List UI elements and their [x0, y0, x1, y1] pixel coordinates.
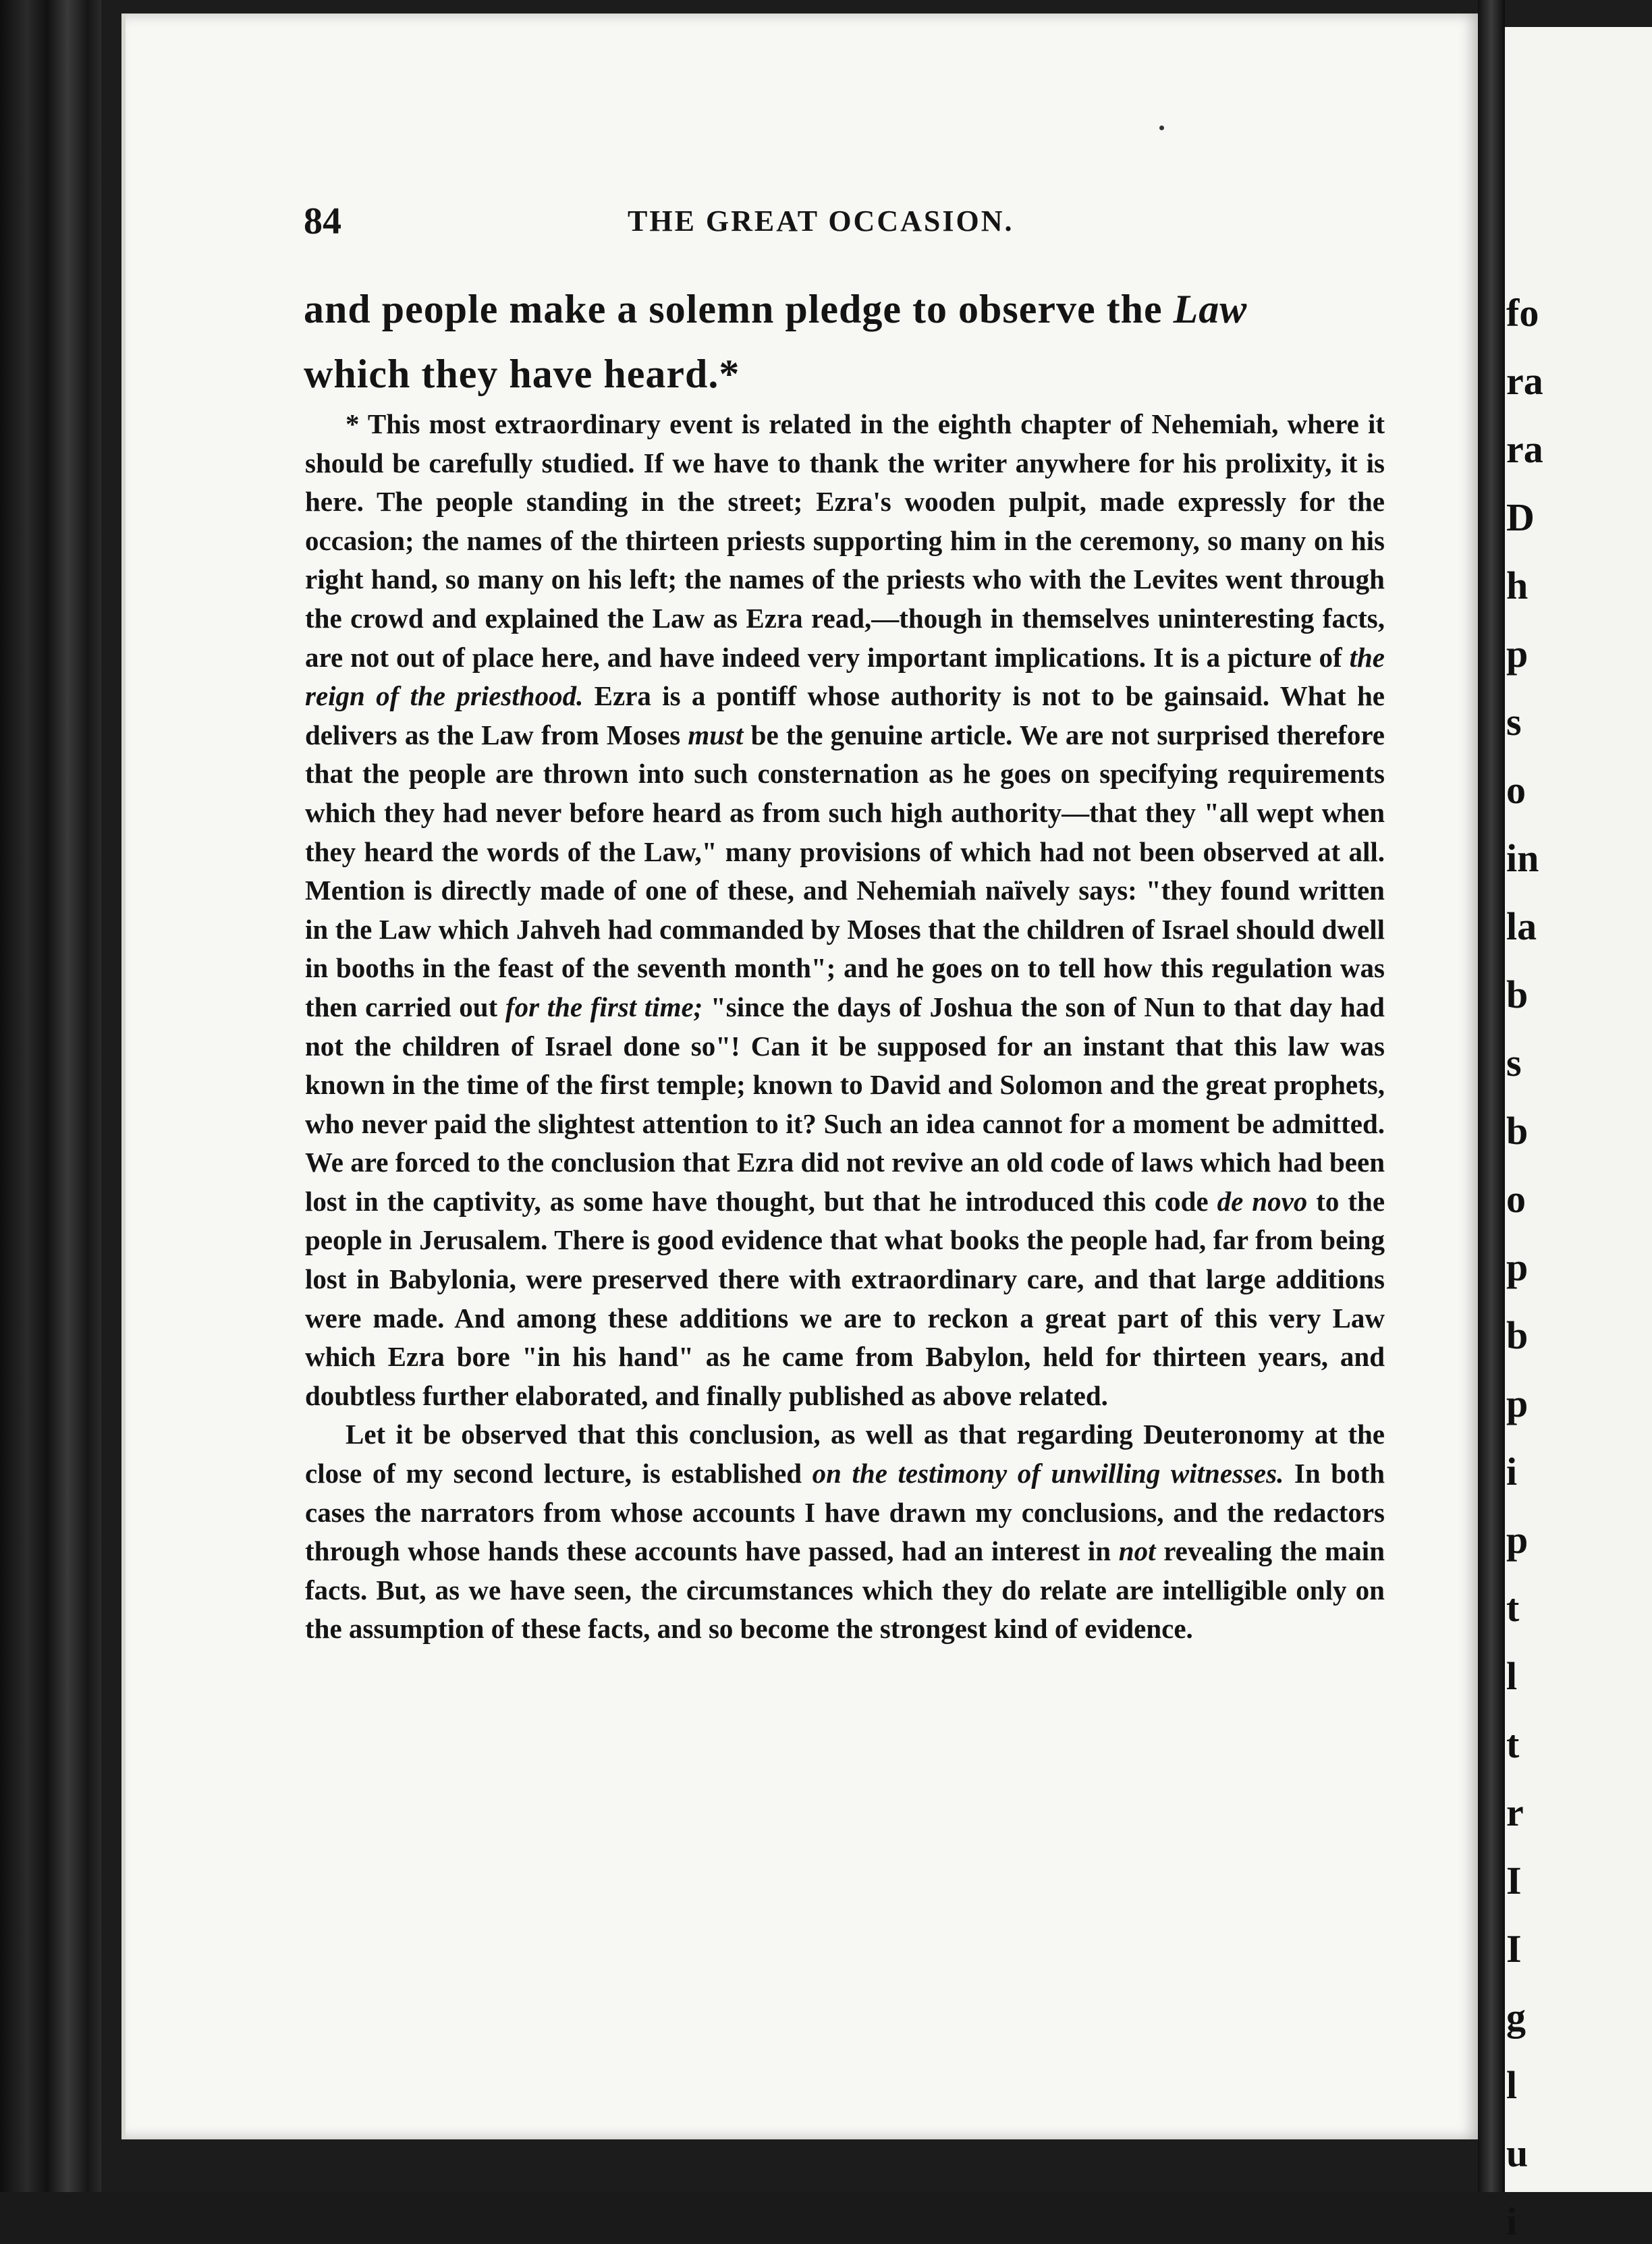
next-page-edge-char: b: [1506, 1313, 1529, 1357]
next-page-edge-char: I: [1506, 1859, 1522, 1903]
running-title: THE GREAT OCCASION.: [628, 204, 1014, 238]
next-page-edge-char: t: [1506, 1586, 1520, 1630]
next-page-edge-char: s: [1506, 700, 1522, 744]
next-page-edge-char: g: [1506, 1995, 1526, 2039]
next-page-edge-char: fo: [1506, 291, 1539, 335]
next-page-edge-char: ra: [1506, 359, 1543, 403]
next-page-edge-char: b: [1506, 973, 1529, 1016]
footnote: [305, 405, 1385, 1649]
footnote-italic: the reign of the priesthood.: [305, 641, 1385, 712]
next-page-edge-char: o: [1506, 768, 1526, 812]
next-page-edge-char: l: [1506, 1654, 1518, 1698]
next-page-edge-char: t: [1506, 1722, 1520, 1766]
footnote-text: to the people in Jerusalem. There is good evidence that what books the people had, far from being lost in Babylonia, were preserved there with extraordinary care, and that large additions were made. And among these additions we are to reckon a great part of this very Law which Ezra bore "in his hand" as he came from Babylon, held for thirteen years, and doubtless further elaborated, and finally published as above related.: [305, 1185, 1385, 1411]
next-page-edge-char: in: [1506, 836, 1539, 880]
next-page-edge-char: u: [1506, 2131, 1529, 2175]
next-page-edge-char: r: [1506, 1790, 1524, 1834]
page-number: 84: [304, 200, 341, 242]
footnote-paragraph-2: [305, 1415, 1385, 1649]
footnote-italic: not: [1118, 1535, 1156, 1567]
next-page-edge-char: la: [1506, 904, 1537, 948]
next-page-edge-char: ra: [1506, 427, 1543, 471]
next-page-edge-char: h: [1506, 564, 1529, 607]
footnote-italic: on the testimony of unwilling witnesses.: [812, 1458, 1284, 1489]
footnote-text: This most extraordinary event is related in the eighth chapter of Nehemiah, where it should be carefully studied. If we have to thank the writer anywhere for his prolixity, it is here. The people standing in the street; Ezra's wooden pulpit, made expressly for the occasion; the names of the thirteen priests supporting him in the ceremony, so many on his right hand, so many on his left; the names of the priests who with the Levites went through the crowd and explained the Law as Ezra read,—though in themselves uninteresting facts, are not out of place here, and have indeed very important implications. It is a picture of: [305, 408, 1385, 673]
speck: [1159, 126, 1164, 130]
footnote-text: Ezra is a pontiff whose authority is not to be gainsaid. What he delivers as the Law from Moses: [305, 680, 1385, 750]
next-page-edge-char: s: [1506, 1041, 1522, 1085]
next-page-edge-char: p: [1506, 1381, 1529, 1425]
footnote-text: be the genuine article. We are not surprised therefore that the people are thrown into such consternation as he goes on specifying requirements which they had never before heard as from such high authority—that they "all wept when they heard the words of the Law," many provisions of which had not been observed at all. Mention is directly made of one of these, and Nehemiah naïvely says: "they found written in the Law which Jahveh had commanded by Moses that the children of Israel should dwell in booths in the feast of the seventh month"; and he goes on to tell how this regulation was then carried out: [305, 719, 1385, 1022]
gutter: [1478, 0, 1505, 2192]
left-binding-edge: [0, 0, 101, 2192]
footnote-mark: *: [346, 408, 360, 439]
footnote-text: revealing the main facts. But, as we have seen, the circumstances which they do relate are intelligible only on the assumption of these facts, and so become the strongest kind of evidence.: [305, 1535, 1385, 1645]
footnote-italic: for the first time;: [505, 991, 703, 1022]
next-page-edge-char: l: [1506, 2063, 1518, 2107]
footnote-italic: must: [688, 719, 744, 750]
main-text-law: Law: [1173, 287, 1248, 331]
footnote-paragraph-1: [305, 405, 1385, 1415]
next-page-edge: [1505, 27, 1652, 2243]
next-page-edge-char: o: [1506, 1177, 1526, 1221]
next-page-edge-char: b: [1506, 1109, 1529, 1153]
footnote-text: Let it be observed that this conclusion, as well as that regarding Deuteronomy at the close of my second lecture, is established: [305, 1419, 1385, 1489]
main-text: [304, 277, 1370, 406]
running-head: [304, 200, 1356, 247]
main-text-line2: which they have heard.*: [304, 352, 740, 396]
main-text-line1: and people make a solemn pledge to observe the: [304, 287, 1174, 331]
next-page-edge-char: p: [1506, 632, 1529, 676]
next-page-edge-char: p: [1506, 1245, 1529, 1289]
next-page-edge-char: i: [1506, 1450, 1518, 1494]
next-page-edge-char: D: [1506, 495, 1535, 539]
next-page-edge-char: I: [1506, 1927, 1522, 1971]
next-page-edge-char: p: [1506, 1518, 1529, 1562]
next-page-edge-char: i: [1506, 2199, 1518, 2243]
footnote-text: "since the days of Joshua the son of Nun to that day had not the children of Israel done so"! Can it be supposed for an instant that this law was known in the time of the first temple; known to David and Solomon and the great prophets, who never paid the slightest attention to it? Such an idea cannot for a moment be admitted. We are forced to the conclusion that Ezra did not revive an old code of laws which had been lost in the captivity, as some have thought, but that he introduced this code: [305, 991, 1385, 1217]
footnote-italic: de novo: [1217, 1185, 1308, 1217]
footnote-text: In both cases the narrators from whose accounts I have drawn my conclusions, and the redactors through whose hands these accounts have passed, had an interest in: [305, 1458, 1385, 1567]
